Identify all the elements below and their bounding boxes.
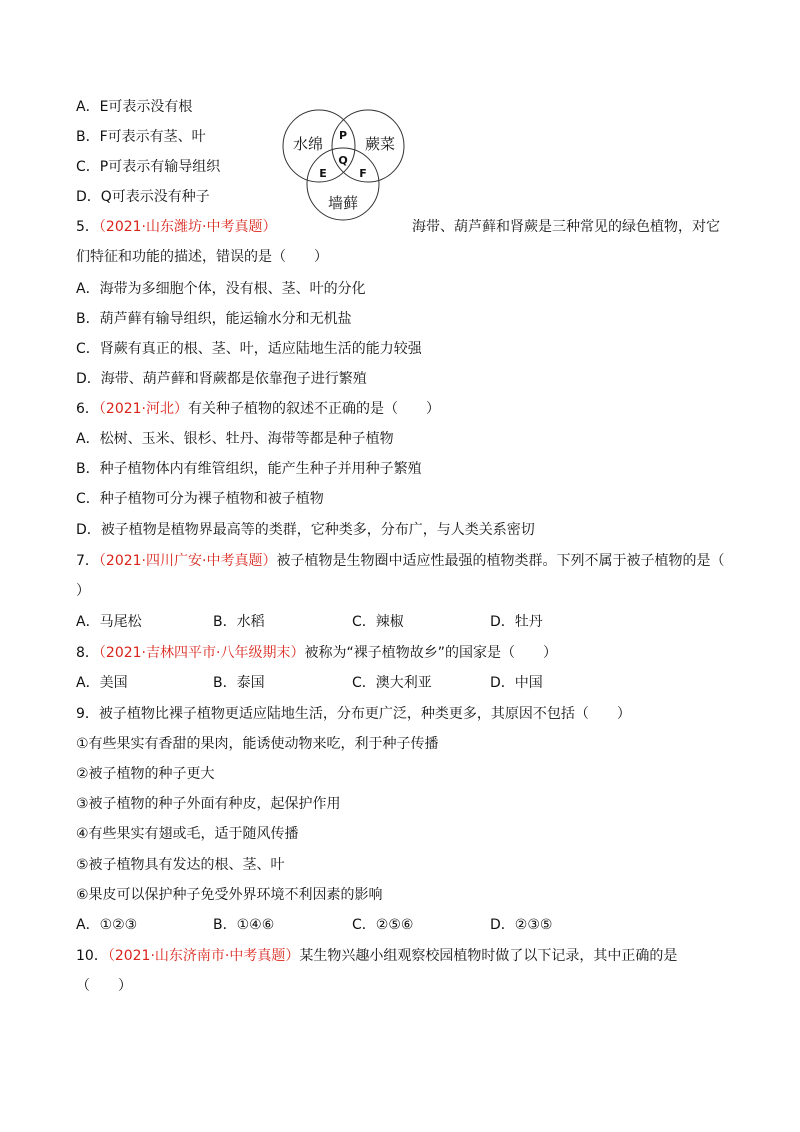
q9-item-1: ①有些果实有香甜的果肉，能诱使动物来吃，利于种子传播 bbox=[76, 736, 439, 752]
q7-stem-line2: ） bbox=[76, 583, 90, 599]
venn-label-juecai: 蕨菜 bbox=[364, 135, 396, 153]
q6-option-d: D．被子植物是植物界最高等的类群，它种类多，分布广，与人类关系密切 bbox=[76, 522, 535, 538]
q9-option-c: C．②⑤⑥ bbox=[352, 917, 414, 933]
q5-stem-right: 海带、葫芦藓和肾蕨是三种常见的绿色植物，对它 bbox=[412, 219, 720, 235]
venn-label-qiangxian: 墙藓 bbox=[327, 194, 359, 212]
venn-diagram bbox=[282, 104, 412, 222]
venn-region-e: E bbox=[319, 167, 327, 180]
q8-option-c: C．澳大利亚 bbox=[352, 675, 432, 691]
q5-option-b: B．葫芦藓有输导组织，能运输水分和无机盐 bbox=[76, 311, 352, 327]
venn-region-p: P bbox=[338, 129, 348, 142]
q8-number: 8． bbox=[76, 645, 99, 661]
q8-text: 被称为“裸子植物故乡”的国家是（ ） bbox=[304, 645, 557, 661]
q5-number: 5． bbox=[76, 219, 99, 235]
q9-item-6: ⑥果皮可以保护种子免受外界环境不利因素的影响 bbox=[76, 887, 383, 903]
q4-option-b: B．F可表示有茎、叶 bbox=[76, 129, 206, 145]
q7-option-a: A．马尾松 bbox=[76, 614, 142, 630]
q10-number: 10． bbox=[76, 948, 108, 964]
q8-option-a: A．美国 bbox=[76, 675, 128, 691]
q10-stem-line2: （ ） bbox=[76, 978, 132, 994]
q6-number: 6． bbox=[76, 401, 99, 417]
q9-option-d: D．②③⑤ bbox=[490, 917, 553, 933]
q9-item-2: ②被子植物的种子更大 bbox=[76, 766, 215, 782]
q6-option-b: B．种子植物体内有维管组织，能产生种子并用种子繁殖 bbox=[76, 461, 422, 477]
q7-source: （2021·四川广安·中考真题） bbox=[98, 553, 277, 569]
venn-region-f: F bbox=[359, 167, 367, 180]
q4-option-c: C．P可表示有输导组织 bbox=[76, 159, 221, 175]
q4-option-a: A．E可表示没有根 bbox=[76, 99, 193, 115]
q9-item-4: ④有些果实有翅或毛，适于随风传播 bbox=[76, 826, 299, 842]
q9-item-5: ⑤被子植物具有发达的根、茎、叶 bbox=[76, 857, 285, 873]
q6-option-a: A．松树、玉米、银杉、牡丹、海带等都是种子植物 bbox=[76, 431, 394, 447]
q10-stem bbox=[76, 946, 677, 966]
q5-option-c: C．肾蕨有真正的根、茎、叶，适应陆地生活的能力较强 bbox=[76, 341, 422, 357]
q8-option-d: D．中国 bbox=[490, 675, 543, 691]
q6-text: 有关种子植物的叙述不正确的是（ ） bbox=[188, 401, 441, 417]
q9-stem: 9．被子植物比裸子植物更适应陆地生活，分布更广泛，种类更多，其原因不包括（ ） bbox=[76, 706, 631, 722]
q8-option-b: B．泰国 bbox=[213, 675, 265, 691]
q9-option-b: B．①④⑥ bbox=[213, 917, 275, 933]
q7-option-b: B．水稻 bbox=[213, 614, 265, 630]
q5-stem bbox=[76, 217, 276, 237]
q6-source: （2021·河北） bbox=[98, 401, 189, 417]
q8-stem bbox=[76, 643, 557, 663]
venn-region-q: Q bbox=[338, 154, 348, 167]
q5-source: （2021·山东潍坊·中考真题） bbox=[98, 219, 277, 235]
venn-label-shuimian: 水绵 bbox=[292, 135, 324, 153]
q7-number: 7． bbox=[76, 553, 99, 569]
q6-stem bbox=[76, 399, 440, 419]
q9-option-a: A．①②③ bbox=[76, 917, 138, 933]
q6-option-c: C．种子植物可分为裸子植物和被子植物 bbox=[76, 491, 324, 507]
q7-text: 被子植物是生物圈中适应性最强的植物类群。下列不属于被子植物的是（ bbox=[276, 553, 725, 569]
q9-item-3: ③被子植物的种子外面有种皮，起保护作用 bbox=[76, 796, 341, 812]
q8-source: （2021·吉林四平市·八年级期末） bbox=[98, 645, 305, 661]
q7-stem bbox=[76, 551, 724, 571]
q10-text: 某生物兴趣小组观察校园植物时做了以下记录，其中正确的是 bbox=[299, 948, 678, 964]
q10-source: （2021·山东济南市·中考真题） bbox=[107, 948, 300, 964]
q5-option-a: A．海带为多细胞个体，没有根、茎、叶的分化 bbox=[76, 281, 366, 297]
q7-option-d: D．牡丹 bbox=[490, 614, 543, 630]
q5-option-d: D．海带、葫芦藓和肾蕨都是依靠孢子进行繁殖 bbox=[76, 371, 367, 387]
q4-option-d: D．Q可表示没有种子 bbox=[76, 189, 210, 205]
q5-stem-line2: 们特征和功能的描述，错误的是（ ） bbox=[76, 249, 328, 265]
q7-option-c: C．辣椒 bbox=[352, 614, 404, 630]
